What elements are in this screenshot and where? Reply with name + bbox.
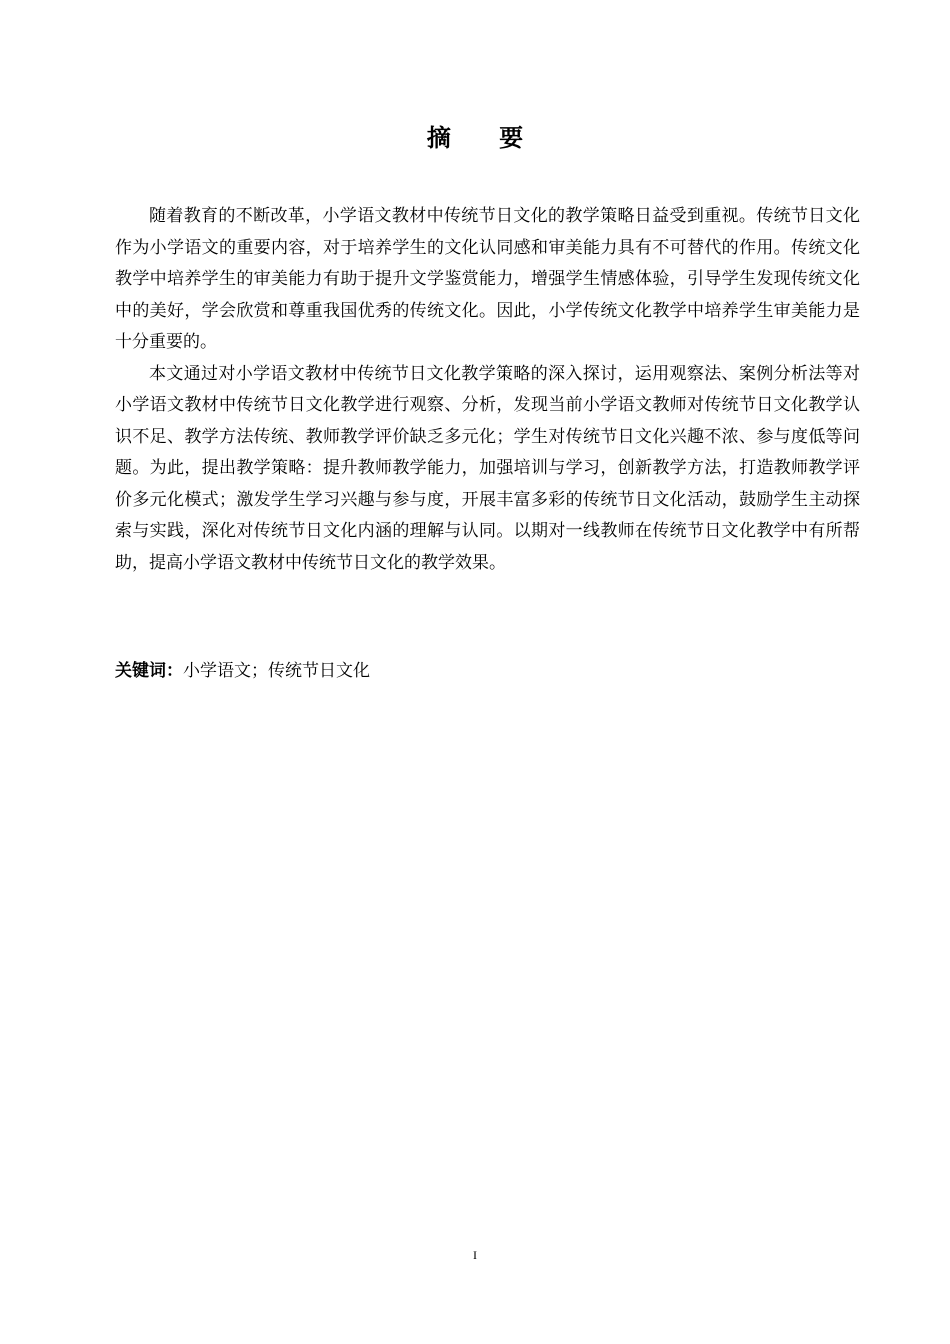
keywords-label: 关键词： [115,661,183,681]
keywords-value: 小学语文；传统节日文化 [183,661,370,681]
abstract-title: 摘 要 [426,124,544,152]
abstract-paragraph-1: 随着教育的不断改革，小学语文教材中传统节日文化的教学策略日益受到重视。传统节日文化作为小学语文的重要内容，对于培养学生的文化认同感和审美能力具有不可替代的作用。传统文化教学中培养学生的审美能力有助于提升文学鉴赏能力，增强学生情感体验，引导学生发现传统文化中的美好，学会欣赏和尊重我国优秀的传统文化。因此，小学传统文化教学中培养学生审美能力是十分重要的。 [115,206,860,352]
abstract-paragraph-2: 本文通过对小学语文教材中传统节日文化教学策略的深入探讨，运用观察法、案例分析法等对小学语文教材中传统节日文化教学进行观察、分析，发现当前小学语文教师对传统节日文化教学认识不足、教学方法传统、教师教学评价缺乏多元化；学生对传统节日文化兴趣不浓、参与度低等问题。为此，提出教学策略：提升教师教学能力，加强培训与学习，创新教学方法，打造教师教学评价多元化模式；激发学生学习兴趣与参与度，开展丰富多彩的传统节日文化活动，鼓励学生主动探索与实践，深化对传统节日文化内涵的理解与认同。以期对一线教师在传统节日文化教学中有所帮助，提高小学语文教材中传统节日文化的教学效果。 [115,363,860,573]
keywords-line [115,656,860,687]
page-number: I [473,1248,477,1262]
abstract-body [115,201,860,579]
